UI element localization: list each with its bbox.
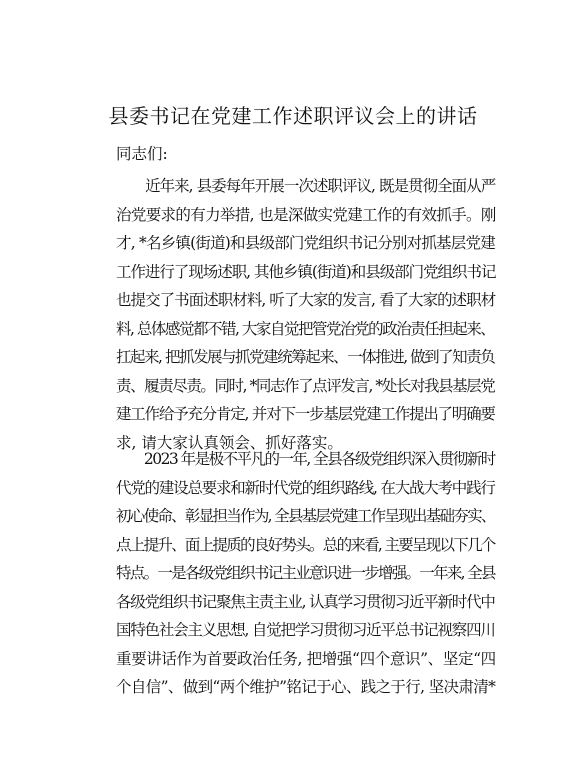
paragraph-line: 点上提升、面上提质的良好势头。总的来看, 主要呈现以下几个: [116, 535, 495, 554]
paragraph-line: 治党要求的有力举措, 也是深做实党建工作的有效抓手。刚: [116, 205, 496, 224]
paragraph-line: 重要讲话作为首要政治任务, 把增强“四个意识”、坚定“四: [116, 649, 496, 668]
paragraph-line: 才, *名乡镇(街道)和县级部门党组织书记分别对抓基层党建: [116, 234, 495, 252]
paragraph-line: 工作进行了现场述职, 其他乡镇(街道)和县级部门党组织书记: [116, 262, 496, 281]
paragraph-line: 个自信”、做到“两个维护”铭记于心、践之于行, 坚决肃清*: [116, 678, 496, 696]
paragraph-line: 料, 总体感觉都不错, 大家自觉把管党治党的政治责任担起来、: [116, 319, 495, 338]
paragraph-line: 初心使命、彰显担当作为, 全县基层党建工作呈现出基础夯实、: [116, 507, 495, 525]
paragraph-line: 也提交了书面述职材料, 听了大家的发言, 看了大家的述职材: [116, 291, 496, 309]
paragraph-line: 2023 年是极不平凡的一年, 全县各级党组织深入贯彻新时: [116, 450, 495, 468]
salutation: 同志们:: [116, 145, 168, 163]
paragraph-line: 扛起来, 把抓发展与抓党建统筹起来、一体推进, 做到了知责负: [116, 348, 495, 366]
paragraph-2: [116, 445, 496, 702]
paragraph-line: 国特色社会主义思想, 自觉把学习贯彻习近平总书记视察四川: [116, 621, 495, 639]
paragraph-line: 责、履责尽责。同时, *同志作了点评发言, *处长对我县基层党: [116, 376, 495, 395]
paragraph-line: 近年来, 县委每年开展一次述职评议, 既是贯彻全面从严: [116, 177, 496, 195]
paragraph-1: [116, 172, 496, 457]
paragraph-line: 建工作给予充分肯定, 并对下一步基层党建工作提出了明确要: [116, 405, 495, 423]
paragraph-line: 代党的建设总要求和新时代党的组织路线, 在大战大考中践行: [116, 478, 495, 497]
document-title: 县委书记在党建工作述职评议会上的讲话: [108, 104, 478, 128]
paragraph-line: 求, 请大家认真领会、抓好落实。: [116, 433, 343, 452]
paragraph-line: 特点。一是各级党组织书记主业意识进一步增强。一年来, 全县: [116, 564, 495, 582]
paragraph-line: 各级党组织书记聚焦主责主业, 认真学习贯彻习近平新时代中: [116, 592, 495, 611]
